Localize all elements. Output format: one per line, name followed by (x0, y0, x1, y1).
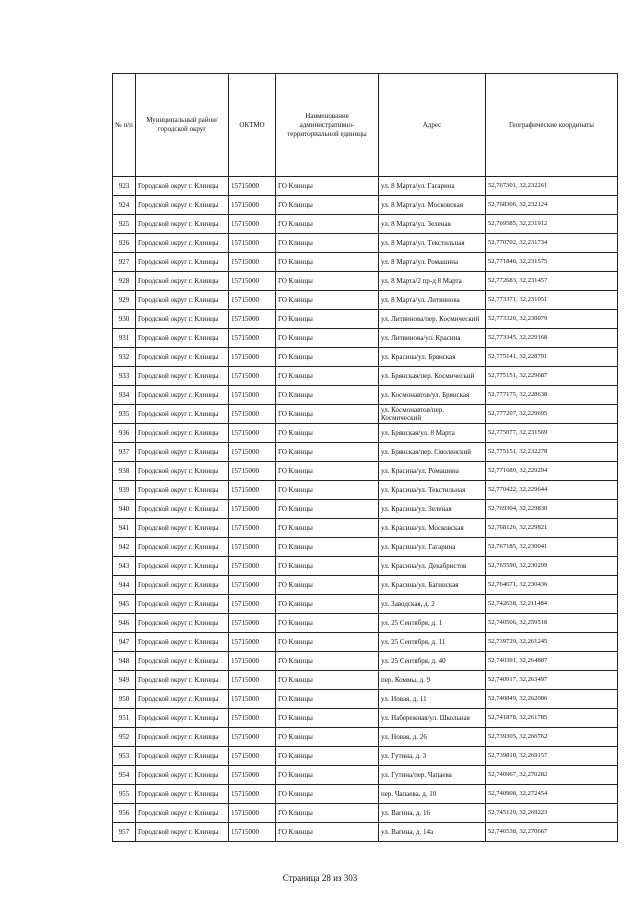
cell-coords: 52,768126, 32,229821 (486, 519, 618, 538)
cell-unit: ГО Клинцы (276, 329, 379, 348)
cell-num: 956 (113, 804, 136, 823)
table-row (113, 766, 618, 785)
cell-num: 952 (113, 728, 136, 747)
cell-address: ул. Красина/ул. Брянская (379, 348, 486, 367)
cell-oktmo: 15715000 (229, 196, 276, 215)
cell-coords: 52,769585, 32,231912 (486, 215, 618, 234)
cell-coords: 52,771689, 32,229294 (486, 462, 618, 481)
table-row (113, 785, 618, 804)
cell-district: Городской округ г. Клинцы (136, 766, 229, 785)
cell-oktmo: 15715000 (229, 443, 276, 462)
cell-coords: 52,775077, 32,231569 (486, 424, 618, 443)
cell-district: Городской округ г. Клинцы (136, 405, 229, 424)
cell-address: ул. Красина/ул. Московская (379, 519, 486, 538)
cell-num: 937 (113, 443, 136, 462)
cell-num: 933 (113, 367, 136, 386)
cell-coords: 52,775141, 32,228791 (486, 348, 618, 367)
cell-oktmo: 15715000 (229, 424, 276, 443)
cell-address: ул. Брянская/пер. Космический (379, 367, 486, 386)
table-row (113, 310, 618, 329)
table-row (113, 253, 618, 272)
cell-unit: ГО Клинцы (276, 652, 379, 671)
cell-unit: ГО Клинцы (276, 481, 379, 500)
table-row (113, 557, 618, 576)
cell-oktmo: 15715000 (229, 728, 276, 747)
cell-oktmo: 15715000 (229, 310, 276, 329)
data-table (112, 73, 618, 842)
table-row (113, 633, 618, 652)
cell-oktmo: 15715000 (229, 557, 276, 576)
cell-oktmo: 15715000 (229, 633, 276, 652)
cell-coords: 52,741878, 32,261785 (486, 709, 618, 728)
cell-num: 942 (113, 538, 136, 557)
cell-unit: ГО Клинцы (276, 234, 379, 253)
header-district: Муниципальный район/городской округ (136, 74, 229, 177)
cell-oktmo: 15715000 (229, 367, 276, 386)
cell-oktmo: 15715000 (229, 614, 276, 633)
cell-unit: ГО Клинцы (276, 804, 379, 823)
cell-oktmo: 15715000 (229, 234, 276, 253)
cell-unit: ГО Клинцы (276, 291, 379, 310)
cell-unit: ГО Клинцы (276, 348, 379, 367)
cell-address: ул. 8 Марта/ул. Гагарина (379, 177, 486, 196)
cell-address: ул. Новая, д. 11 (379, 690, 486, 709)
cell-oktmo: 15715000 (229, 766, 276, 785)
cell-oktmo: 15715000 (229, 804, 276, 823)
cell-unit: ГО Клинцы (276, 690, 379, 709)
table-row (113, 538, 618, 557)
cell-address: ул. 25 Сентября, д. 11 (379, 633, 486, 652)
cell-oktmo: 15715000 (229, 747, 276, 766)
cell-num: 936 (113, 424, 136, 443)
table-row (113, 576, 618, 595)
cell-address: ул. Брянская/пер. Смоленский (379, 443, 486, 462)
cell-coords: 52,739810, 32,269157 (486, 747, 618, 766)
cell-address: ул. Вагина, д. 14а (379, 823, 486, 842)
cell-unit: ГО Клинцы (276, 633, 379, 652)
cell-district: Городской округ г. Клинцы (136, 538, 229, 557)
cell-num: 941 (113, 519, 136, 538)
cell-num: 929 (113, 291, 136, 310)
header-address: Адрес (379, 74, 486, 177)
cell-coords: 52,773320, 32,230079 (486, 310, 618, 329)
cell-oktmo: 15715000 (229, 785, 276, 804)
cell-coords: 52,740391, 32,264887 (486, 652, 618, 671)
table-row (113, 614, 618, 633)
cell-oktmo: 15715000 (229, 538, 276, 557)
cell-district: Городской округ г. Клинцы (136, 576, 229, 595)
cell-address: ул. 8 Марта/ул. Зеленая (379, 215, 486, 234)
table-row (113, 804, 618, 823)
cell-oktmo: 15715000 (229, 253, 276, 272)
cell-district: Городской округ г. Клинцы (136, 690, 229, 709)
cell-district: Городской округ г. Клинцы (136, 367, 229, 386)
table-row (113, 177, 618, 196)
cell-coords: 52,767301, 32,232261 (486, 177, 618, 196)
cell-district: Городской округ г. Клинцы (136, 196, 229, 215)
table-row (113, 728, 618, 747)
cell-district: Городской округ г. Клинцы (136, 652, 229, 671)
cell-num: 949 (113, 671, 136, 690)
cell-oktmo: 15715000 (229, 348, 276, 367)
cell-num: 939 (113, 481, 136, 500)
cell-oktmo: 15715000 (229, 462, 276, 481)
cell-coords: 52,777207, 32,229695 (486, 405, 618, 424)
cell-oktmo: 15715000 (229, 291, 276, 310)
cell-oktmo: 15715000 (229, 709, 276, 728)
cell-address: ул. 8 Марта/ул. Литвинова (379, 291, 486, 310)
cell-coords: 52,777175, 32,228638 (486, 386, 618, 405)
cell-num: 931 (113, 329, 136, 348)
table-row (113, 291, 618, 310)
cell-district: Городской округ г. Клинцы (136, 215, 229, 234)
cell-address: ул. Гутина/пер. Чапаева (379, 766, 486, 785)
cell-district: Городской округ г. Клинцы (136, 747, 229, 766)
cell-district: Городской округ г. Клинцы (136, 310, 229, 329)
cell-num: 934 (113, 386, 136, 405)
cell-address: ул. Красина/ул. Декабристов (379, 557, 486, 576)
cell-oktmo: 15715000 (229, 823, 276, 842)
cell-num: 928 (113, 272, 136, 291)
cell-address: ул. Заводская, д. 2 (379, 595, 486, 614)
table-row (113, 671, 618, 690)
cell-address: ул. Красина/ул. Гагарина (379, 538, 486, 557)
table-row (113, 709, 618, 728)
cell-coords: 52,740849, 32,262086 (486, 690, 618, 709)
cell-address: ул. Набережная/ул. Школьная (379, 709, 486, 728)
cell-unit: ГО Клинцы (276, 671, 379, 690)
cell-district: Городской округ г. Клинцы (136, 386, 229, 405)
cell-num: 943 (113, 557, 136, 576)
cell-num: 951 (113, 709, 136, 728)
cell-unit: ГО Клинцы (276, 728, 379, 747)
cell-unit: ГО Клинцы (276, 272, 379, 291)
cell-num: 955 (113, 785, 136, 804)
cell-unit: ГО Клинцы (276, 766, 379, 785)
cell-coords: 52,746538, 32,270667 (486, 823, 618, 842)
cell-num: 935 (113, 405, 136, 424)
cell-district: Городской округ г. Клинцы (136, 443, 229, 462)
cell-unit: ГО Клинцы (276, 538, 379, 557)
table-row (113, 386, 618, 405)
table-body (113, 177, 618, 842)
table-row (113, 823, 618, 842)
cell-district: Городской округ г. Клинцы (136, 348, 229, 367)
header-coords: Географические координаты (486, 74, 618, 177)
cell-district: Городской округ г. Клинцы (136, 823, 229, 842)
cell-unit: ГО Клинцы (276, 405, 379, 424)
cell-unit: ГО Клинцы (276, 310, 379, 329)
cell-oktmo: 15715000 (229, 519, 276, 538)
cell-address: ул. 8 Марта/ул. Ромашина (379, 253, 486, 272)
cell-coords: 52,768306, 32,232124 (486, 196, 618, 215)
cell-num: 950 (113, 690, 136, 709)
cell-unit: ГО Клинцы (276, 253, 379, 272)
cell-num: 947 (113, 633, 136, 652)
cell-district: Городской округ г. Клинцы (136, 785, 229, 804)
cell-address: ул. Новая, д. 26 (379, 728, 486, 747)
cell-address: ул. Красина/ул. Зеленая (379, 500, 486, 519)
cell-num: 925 (113, 215, 136, 234)
cell-oktmo: 15715000 (229, 329, 276, 348)
cell-district: Городской округ г. Клинцы (136, 614, 229, 633)
cell-unit: ГО Клинцы (276, 367, 379, 386)
cell-address: ул. 8 Марта/ул. Текстильная (379, 234, 486, 253)
cell-num: 932 (113, 348, 136, 367)
table-row (113, 272, 618, 291)
header-unit: Наименование административно-территориальной единицы (276, 74, 379, 177)
cell-district: Городской округ г. Клинцы (136, 519, 229, 538)
cell-oktmo: 15715000 (229, 576, 276, 595)
table-row (113, 329, 618, 348)
cell-address: пер. Чапаева, д. 10 (379, 785, 486, 804)
cell-district: Городской округ г. Клинцы (136, 481, 229, 500)
cell-coords: 52,767185, 32,230041 (486, 538, 618, 557)
table-row (113, 595, 618, 614)
cell-address: ул. Космонавтов/ул. Брянская (379, 386, 486, 405)
cell-district: Городской округ г. Клинцы (136, 329, 229, 348)
cell-unit: ГО Клинцы (276, 576, 379, 595)
cell-num: 944 (113, 576, 136, 595)
cell-num: 940 (113, 500, 136, 519)
cell-num: 930 (113, 310, 136, 329)
cell-num: 946 (113, 614, 136, 633)
cell-unit: ГО Клинцы (276, 519, 379, 538)
cell-address: ул. Брянская/ул. 8 Марта (379, 424, 486, 443)
cell-coords: 52,769304, 32,229830 (486, 500, 618, 519)
cell-num: 923 (113, 177, 136, 196)
cell-district: Городской округ г. Клинцы (136, 500, 229, 519)
cell-coords: 52,775151, 32,232278 (486, 443, 618, 462)
cell-oktmo: 15715000 (229, 652, 276, 671)
cell-num: 924 (113, 196, 136, 215)
cell-district: Городской округ г. Клинцы (136, 709, 229, 728)
page-footer: Страница 28 из 303 (282, 873, 358, 883)
cell-unit: ГО Клинцы (276, 614, 379, 633)
table-row (113, 690, 618, 709)
cell-coords: 52,775151, 32,229687 (486, 367, 618, 386)
cell-unit: ГО Клинцы (276, 215, 379, 234)
cell-coords: 52,740917, 32,263497 (486, 671, 618, 690)
cell-oktmo: 15715000 (229, 481, 276, 500)
cell-district: Городской округ г. Клинцы (136, 424, 229, 443)
table-row (113, 443, 618, 462)
cell-district: Городской округ г. Клинцы (136, 234, 229, 253)
table-row (113, 481, 618, 500)
cell-oktmo: 15715000 (229, 595, 276, 614)
cell-coords: 52,771848, 32,231575 (486, 253, 618, 272)
cell-address: ул. 8 Марта/ул. Московская (379, 196, 486, 215)
cell-district: Городской округ г. Клинцы (136, 671, 229, 690)
cell-coords: 52,740908, 32,272454 (486, 785, 618, 804)
cell-address: ул. Красина/ул. Багинская (379, 576, 486, 595)
cell-unit: ГО Клинцы (276, 557, 379, 576)
cell-address: ул. Литвинова/ул. Красина (379, 329, 486, 348)
table-row (113, 367, 618, 386)
cell-coords: 52,740967, 32,270282 (486, 766, 618, 785)
cell-num: 927 (113, 253, 136, 272)
table-row (113, 519, 618, 538)
cell-num: 957 (113, 823, 136, 842)
cell-coords: 52,739305, 32,266762 (486, 728, 618, 747)
cell-coords: 52,745129, 32,269223 (486, 804, 618, 823)
table-row (113, 196, 618, 215)
table-row (113, 500, 618, 519)
cell-oktmo: 15715000 (229, 272, 276, 291)
cell-num: 948 (113, 652, 136, 671)
table-row (113, 747, 618, 766)
cell-district: Городской округ г. Клинцы (136, 291, 229, 310)
cell-coords: 52,773371, 32,231051 (486, 291, 618, 310)
cell-coords: 52,765590, 32,230299 (486, 557, 618, 576)
cell-unit: ГО Клинцы (276, 785, 379, 804)
cell-oktmo: 15715000 (229, 671, 276, 690)
cell-address: ул. Красина/ул. Текстильная (379, 481, 486, 500)
cell-oktmo: 15715000 (229, 690, 276, 709)
cell-district: Городской округ г. Клинцы (136, 633, 229, 652)
cell-address: ул. Литвинова/пер. Космический (379, 310, 486, 329)
cell-coords: 52,764671, 32,230436 (486, 576, 618, 595)
cell-unit: ГО Клинцы (276, 196, 379, 215)
cell-num: 953 (113, 747, 136, 766)
cell-unit: ГО Клинцы (276, 386, 379, 405)
cell-oktmo: 15715000 (229, 500, 276, 519)
cell-coords: 52,770702, 32,231734 (486, 234, 618, 253)
cell-address: ул. Гутина, д. 3 (379, 747, 486, 766)
cell-address: ул. 25 Сентября, д. 40 (379, 652, 486, 671)
cell-unit: ГО Клинцы (276, 747, 379, 766)
cell-num: 926 (113, 234, 136, 253)
table-row (113, 462, 618, 481)
cell-address: ул. Космонавтов/пер. Космический (379, 405, 486, 424)
cell-oktmo: 15715000 (229, 177, 276, 196)
table-row (113, 234, 618, 253)
cell-district: Городской округ г. Клинцы (136, 595, 229, 614)
cell-coords: 52,740506, 32,259518 (486, 614, 618, 633)
cell-oktmo: 15715000 (229, 405, 276, 424)
cell-coords: 52,770422, 32,229644 (486, 481, 618, 500)
cell-num: 938 (113, 462, 136, 481)
cell-district: Городской округ г. Клинцы (136, 804, 229, 823)
cell-coords: 52,739729, 32,261245 (486, 633, 618, 652)
cell-unit: ГО Клинцы (276, 424, 379, 443)
table-row (113, 405, 618, 424)
cell-coords: 52,773345, 32,229168 (486, 329, 618, 348)
cell-unit: ГО Клинцы (276, 443, 379, 462)
cell-address: ул. 25 Сентября, д. 1 (379, 614, 486, 633)
cell-unit: ГО Клинцы (276, 462, 379, 481)
cell-coords: 52,772683, 32,231457 (486, 272, 618, 291)
cell-unit: ГО Клинцы (276, 595, 379, 614)
cell-address: ул. 8 Марта/2 пр-д 8 Марта (379, 272, 486, 291)
cell-district: Городской округ г. Клинцы (136, 253, 229, 272)
cell-coords: 52,742638, 32,211484 (486, 595, 618, 614)
table-header-row (113, 74, 618, 177)
table-row (113, 652, 618, 671)
cell-unit: ГО Клинцы (276, 709, 379, 728)
cell-district: Городской округ г. Клинцы (136, 177, 229, 196)
cell-address: ул. Вагина, д. 16 (379, 804, 486, 823)
cell-unit: ГО Клинцы (276, 177, 379, 196)
cell-num: 954 (113, 766, 136, 785)
table-row (113, 215, 618, 234)
cell-district: Городской округ г. Клинцы (136, 462, 229, 481)
cell-unit: ГО Клинцы (276, 823, 379, 842)
table-row (113, 424, 618, 443)
cell-address: пер. Коммы, д. 9 (379, 671, 486, 690)
table-row (113, 348, 618, 367)
header-num: № п/п (113, 74, 136, 177)
header-oktmo: ОКТМО (229, 74, 276, 177)
cell-oktmo: 15715000 (229, 215, 276, 234)
cell-address: ул. Красина/ул. Ромашина (379, 462, 486, 481)
cell-num: 945 (113, 595, 136, 614)
cell-oktmo: 15715000 (229, 386, 276, 405)
cell-unit: ГО Клинцы (276, 500, 379, 519)
cell-district: Городской округ г. Клинцы (136, 272, 229, 291)
cell-district: Городской округ г. Клинцы (136, 557, 229, 576)
cell-district: Городской округ г. Клинцы (136, 728, 229, 747)
